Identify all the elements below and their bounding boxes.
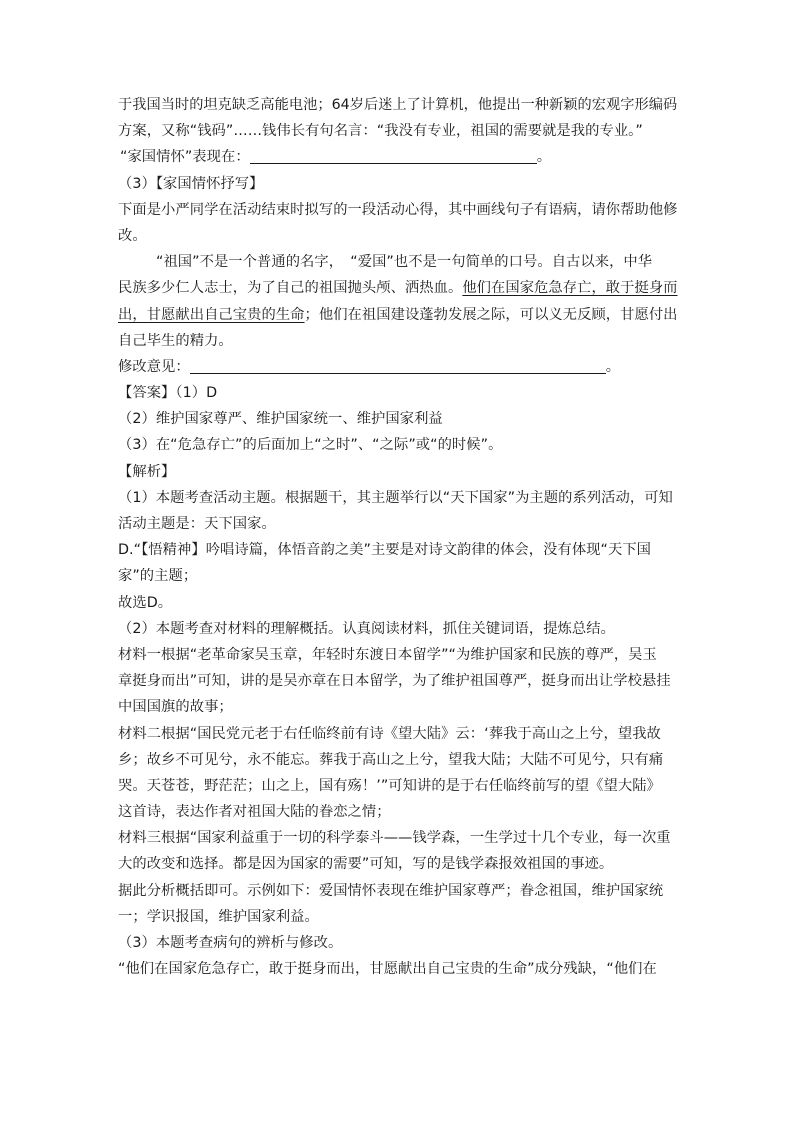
text-line: 于我国当时的坦克缺乏高能电池；64岁后迷上了计算机，他提出一种新颖的宏观字形编码	[118, 97, 678, 113]
underlined-sentence: 他们在国家危急存亡，敢于挺身而	[462, 280, 678, 297]
passage-line	[118, 275, 680, 301]
text-line: 哭。天苍苍，野茫茫；山之上，国有殇！’”可知讲的是于右任临终前写的望《望大陆》	[118, 777, 661, 794]
period: 。	[605, 358, 621, 375]
answer-heading: 【答案】（1）D	[118, 385, 218, 402]
text-line: 方案，又称“钱码”……钱伟长有句名言：“我没有专业，祖国的需要就是我的专业。”	[118, 123, 643, 140]
underlined-sentence: 出，甘愿献出自己宝贵的生命	[118, 306, 305, 323]
answer-line: （2）维护国家尊严、维护国家统一、维护国家利益	[118, 411, 443, 428]
text-line: 据此分析概括即可。示例如下：爱国情怀表现在维护国家尊严；眷念祖国，维护国家统	[118, 882, 664, 899]
text-line: 中国国旗的故事；	[118, 699, 233, 716]
document-body	[118, 92, 680, 982]
text-line: 大的改变和选择。都是因为国家的需要”可知，写的是钱学森报效祖国的事迹。	[118, 856, 614, 873]
text-line: 材料二根据“国民党元老于右任临终前有诗《望大陆》云：‘葬我于高山之上兮，望我故	[118, 725, 661, 742]
answer-line: （3）在“危急存亡”的后面加上“之时”、“之际”或“的时候”。	[118, 437, 503, 454]
prompt-label: “家国情怀”表现在：	[120, 149, 250, 166]
text-line: 一；学识报国，维护国家利益。	[118, 908, 319, 925]
passage-line: “祖国”不是一个普通的名字， “爱国”也不是一句简单的口号。自古以来，中华	[156, 254, 653, 271]
fill-in-line	[118, 144, 680, 170]
text-line: 这首诗，表达作者对祖国大陆的眷恋之情；	[118, 804, 391, 821]
text-line: 改。	[118, 227, 147, 244]
period: 。	[536, 149, 552, 166]
passage-text: ；他们在祖国建设蓬勃发展之际，可以义无反顾，甘愿付出	[304, 306, 678, 323]
text-line: （1）本题考查活动主题。根据题干，其主题举行以“天下国家”为主题的系列活动，可知	[118, 489, 673, 506]
text-line: 材料三根据“国家利益重于一切的科学泰斗——钱学森，一生学过十几个专业，每一次重	[118, 830, 671, 847]
passage-line	[118, 302, 680, 328]
passage-line: 自己毕生的精力。	[118, 332, 233, 349]
answer-blank[interactable]	[190, 358, 606, 374]
passage-text: 民族多少仁人志士，为了自己的祖国抛头颅、洒热血。	[118, 280, 463, 297]
prompt-label: 修改意见：	[118, 358, 190, 375]
text-line: 下面是小严同学在活动结束时拟写的一段活动心得，其中画线句子有语病，请你帮助他修	[118, 201, 678, 218]
text-line: 故选D。	[118, 594, 173, 611]
section-heading: （3）【家国情怀抒写】	[118, 175, 264, 192]
text-line: 家”的主题；	[118, 568, 198, 585]
fill-in-line	[118, 354, 680, 380]
text-line: 章挺身而出”可知，讲的是吴亦章在日本留学，为了维护祖国尊严，挺身而出让学校悬挂	[118, 673, 671, 690]
text-line: （2）本题考查对材料的理解概括。认真阅读材料，抓住关键词语，提炼总结。	[118, 620, 615, 637]
answer-blank[interactable]	[250, 148, 537, 164]
text-line: “他们在国家危急存亡，敢于挺身而出，甘愿献出自己宝贵的生命”成分残缺，“他们在	[118, 961, 657, 978]
text-line: 材料一根据“老革命家吴玉章，年轻时东渡日本留学”“为维护国家和民族的尊严，吴玉	[118, 646, 657, 663]
text-line: D.“【悟精神】吟唱诗篇，体悟音韵之美”主要是对诗文韵律的体会，没有体现“天下国	[118, 542, 652, 559]
text-line: 活动主题是：天下国家。	[118, 516, 276, 532]
text-line: 乡；故乡不可见兮，永不能忘。葬我于高山之上兮，望我大陆；大陆不可见兮，只有痛	[118, 751, 664, 768]
text-line: （3）本题考查病句的辨析与修改。	[118, 935, 343, 951]
analysis-heading: 【解析】	[118, 463, 176, 480]
